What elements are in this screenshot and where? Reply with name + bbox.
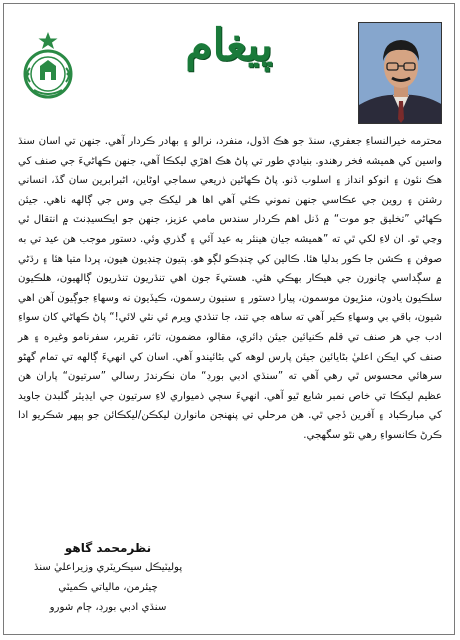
message-page <box>3 3 455 635</box>
signatory-name: نظرمحمد گاهو <box>64 541 152 555</box>
page-title: پيغام <box>185 20 273 71</box>
page-header <box>4 4 454 132</box>
government-seal-icon <box>18 30 78 100</box>
signatory-title-3: سنڌي ادبي بورڊ، ڄام شورو <box>49 602 167 613</box>
author-portrait <box>358 22 442 124</box>
portrait-photo-image <box>359 23 442 124</box>
signature-block <box>18 538 198 618</box>
message-body: محترمه خيرالنساءِ جعفري، سنڌ جو هڪ اڏول، منفرد، نرالو ۽ بهادر ڪردار آهي. جنهن تي اسان سنڌ واسين کي هميشه فخر رهندو. بنيادي طور تي پاڻ هڪ اهڙي ليکڪا آهي، جنهن ڪهاڻيءَ جي صنف کي هڪ نئون ۽ انوکو انداز ۽ اسلوب ڏنو. پاڻ ڪهاڻين ذريعي سماجي اوڻاين، اڻبرابرين سان گڏ، انساني رشتن ۽ روين جي عڪاسي جنهن نموني ڪئي آهي اها هر ليکڪ جي وس جي ڳالهه ناهي. جيئن ڪهاڻي ”تخليق جو موت“ ۾ ڏنل اهم ڪردار سندس مامي عزيز، جنهن جو ايڪسيڊنٽ ۾ انتقال ٿي وڃي ٿو. ان لاءِ لکي ٿي ته ”هميشه جيان هينئر به عيد آئي ۽ گذري وئي. دستور موجب هن عيد تي به صوفن ۽ ڪشن جا ڪور بدليا هئا. ڪالين کي چنڊڪو لڳو هو. ٻتيون چنڊيون هيون، پردا متيا هئا ۽ رڌڻي ۾ سڳداسي چانورن جي هيڪار بهڪي هئي. هستيءَ جون اهي تنڌريون تنڌريون ڳالهيون، هلڪيون سلڪيون يادون، منڙيون موسمون، پيارا دستور ۽ سنيون رسمون، ڪيڏيون نه وسهاءِ جوڳيون آهن اهي شيون، باقي بي وسهاءِ ڪير آهي ته ساهه جي تند، جا تنڌدي ويرم ئي نٿي لائي!“ پاڻ ڪهاڻي کان سواءِ ادب جي هر صنف تي قلم ڪنيائين جيئن ڊائري، مقالو، مضمون، تاثر، تقرير، سفرنامو وغيره ۽ هر صنف کي ايڪن اعليٰ بڻايائين جيئن پارس لوهه کي بڻائيندو آهي. اسان کي انهيءَ ڳالهه تي تمام گهڻو سرهائي محسوس ٿي رهي آهي ته ”سنڌي ادبي بورڊ“ مان نڪرندڙ رسالي ”سرتيون“ پاران هن عظيم ليکڪا تي خاص نمبر شايع ٿيو آهي. انهيءَ سڄي ذميواري لاءِ سرتيون جي ايڊيٽر گلبدن جاويد کي مبارڪباد ۽ آفرين ڏجي ٿي. هن مرحلي تي پنهنجن مانوارن ليکڪن/ليکڪائن جو ٻيهر شڪريو ادا ڪرڻ ڪانسواءِ رهي نٿو سگهجي. <box>18 136 442 441</box>
signatory-title-2: چيئرمن، مالياتي ڪميٽي <box>58 582 158 593</box>
signatory-title-1: پوليٽيڪل سيڪريٽري وزيراعليٰ سنڌ <box>33 562 183 573</box>
